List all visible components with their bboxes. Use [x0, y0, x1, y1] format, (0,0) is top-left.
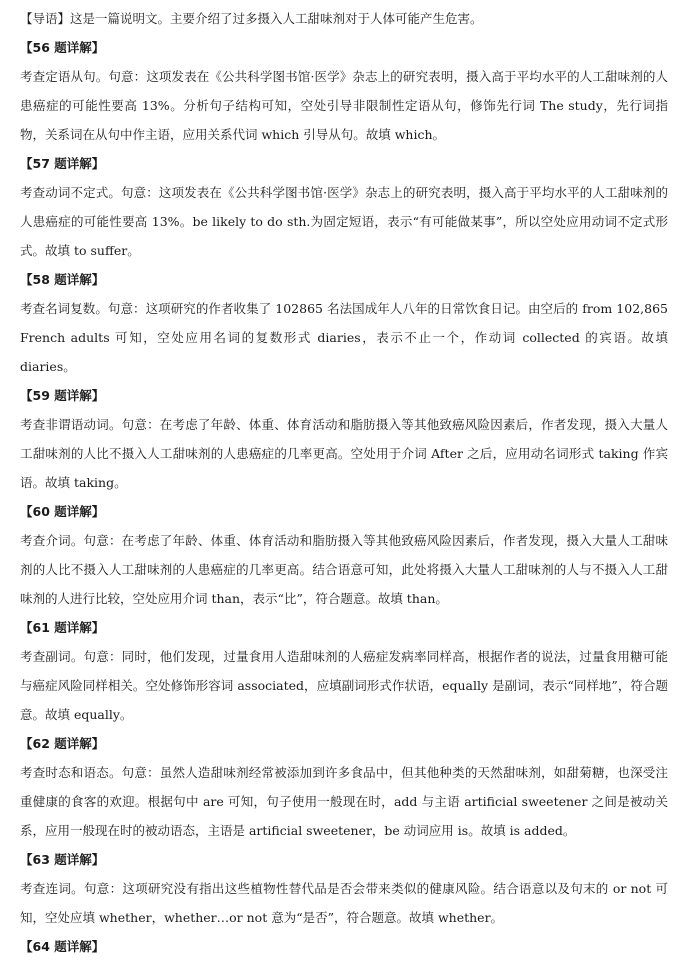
section-title: 【57 题详解】	[20, 156, 105, 171]
section-explanation: 考查时态和语态。句意：虽然人造甜味剂经常被添加到许多食品中，但其他种类的天然甜味剂，如甜菊糖，也深受注重健康的食客的欢迎。根据句中 are 可知，句子使用一般现在时，add 与主语 artificial sweetener 之间是被动关系，应用一般现在时的被动语态，主语是 artificial sweetener，be 动词应用 is。故填 is added。	[20, 765, 668, 838]
section-explanation: 考查动词不定式。句意：这项发表在《公共科学图书馆·医学》杂志上的研究表明，摄入高于平均水平的人工甜味剂的人患癌症的可能性要高 13%。be likely to do sth.为固定短语，表示“有可能做某事”，所以空处应用动词不定式形式。故填 to suffer。	[20, 185, 668, 258]
section-58	[20, 265, 668, 381]
section-explanation: 考查非谓语动词。句意：在考虑了年龄、体重、体育活动和脂肪摄入等其他致癌风险因素后，作者发现，摄入大量人工甜味剂的人比不摄入人工甜味剂的人患癌症的几率更高。空处用于介词 After 之后，应用动名词形式 taking 作宾语。故填 taking。	[20, 417, 668, 490]
section-56	[20, 33, 668, 149]
section-title: 【63 题详解】	[20, 852, 105, 867]
section-title: 【59 题详解】	[20, 388, 105, 403]
section-explanation: 考查连词。句意：这项研究没有指出这些植物性替代品是否会带来类似的健康风险。结合语意以及句末的 or not 可知，空处应填 whether，whether…or not 意为“是否”，符合题意。故填 whether。	[20, 881, 668, 925]
section-title: 【64 题详解】	[20, 939, 105, 954]
section-64	[20, 932, 668, 961]
section-explanation: 考查介词。句意：在考虑了年龄、体重、体育活动和脂肪摄入等其他致癌风险因素后，作者发现，摄入大量人工甜味剂的人比不摄入人工甜味剂的人患癌症的几率更高。结合语意可知，此处将摄入大量人工甜味剂的人与不摄入人工甜味剂的人进行比较，空处应用介词 than，表示“比”，符合题意。故填 than。	[20, 533, 668, 606]
section-62	[20, 729, 668, 845]
section-63	[20, 845, 668, 932]
section-59	[20, 381, 668, 497]
section-title: 【60 题详解】	[20, 504, 105, 519]
section-title: 【58 题详解】	[20, 272, 105, 287]
section-60	[20, 497, 668, 613]
section-explanation: 考查名词复数。句意：这项研究的作者收集了 102865 名法国成年人八年的日常饮食日记。由空后的 from 102,865 French adults 可知，空处应用名词的复数形式 diaries，表示不止一个，作动词 collected 的宾语。故填 diaries。	[20, 301, 668, 374]
section-title: 【62 题详解】	[20, 736, 105, 751]
intro-paragraph: 【导语】这是一篇说明文。主要介绍了过多摄入人工甜味剂对于人体可能产生危害。	[20, 11, 483, 26]
section-explanation: 考查副词。句意：同时，他们发现，过量食用人造甜味剂的人癌症发病率同样高，根据作者的说法，过量食用糖可能与癌症风险同样相关。空处修饰形容词 associated，应填副词形式作状语，equally 是副词，表示“同样地”，符合题意。故填 equally。	[20, 649, 668, 722]
section-title: 【56 题详解】	[20, 40, 105, 55]
section-61	[20, 613, 668, 729]
section-57	[20, 149, 668, 265]
section-title: 【61 题详解】	[20, 620, 105, 635]
section-explanation: 考查定语从句。句意：这项发表在《公共科学图书馆·医学》杂志上的研究表明，摄入高于平均水平的人工甜味剂的人患癌症的可能性要高 13%。分析句子结构可知，空处引导非限制性定语从句，修饰先行词 The study，先行词指物，关系词在从句中作主语，应用关系代词 which 引导从句。故填 which。	[20, 69, 668, 142]
